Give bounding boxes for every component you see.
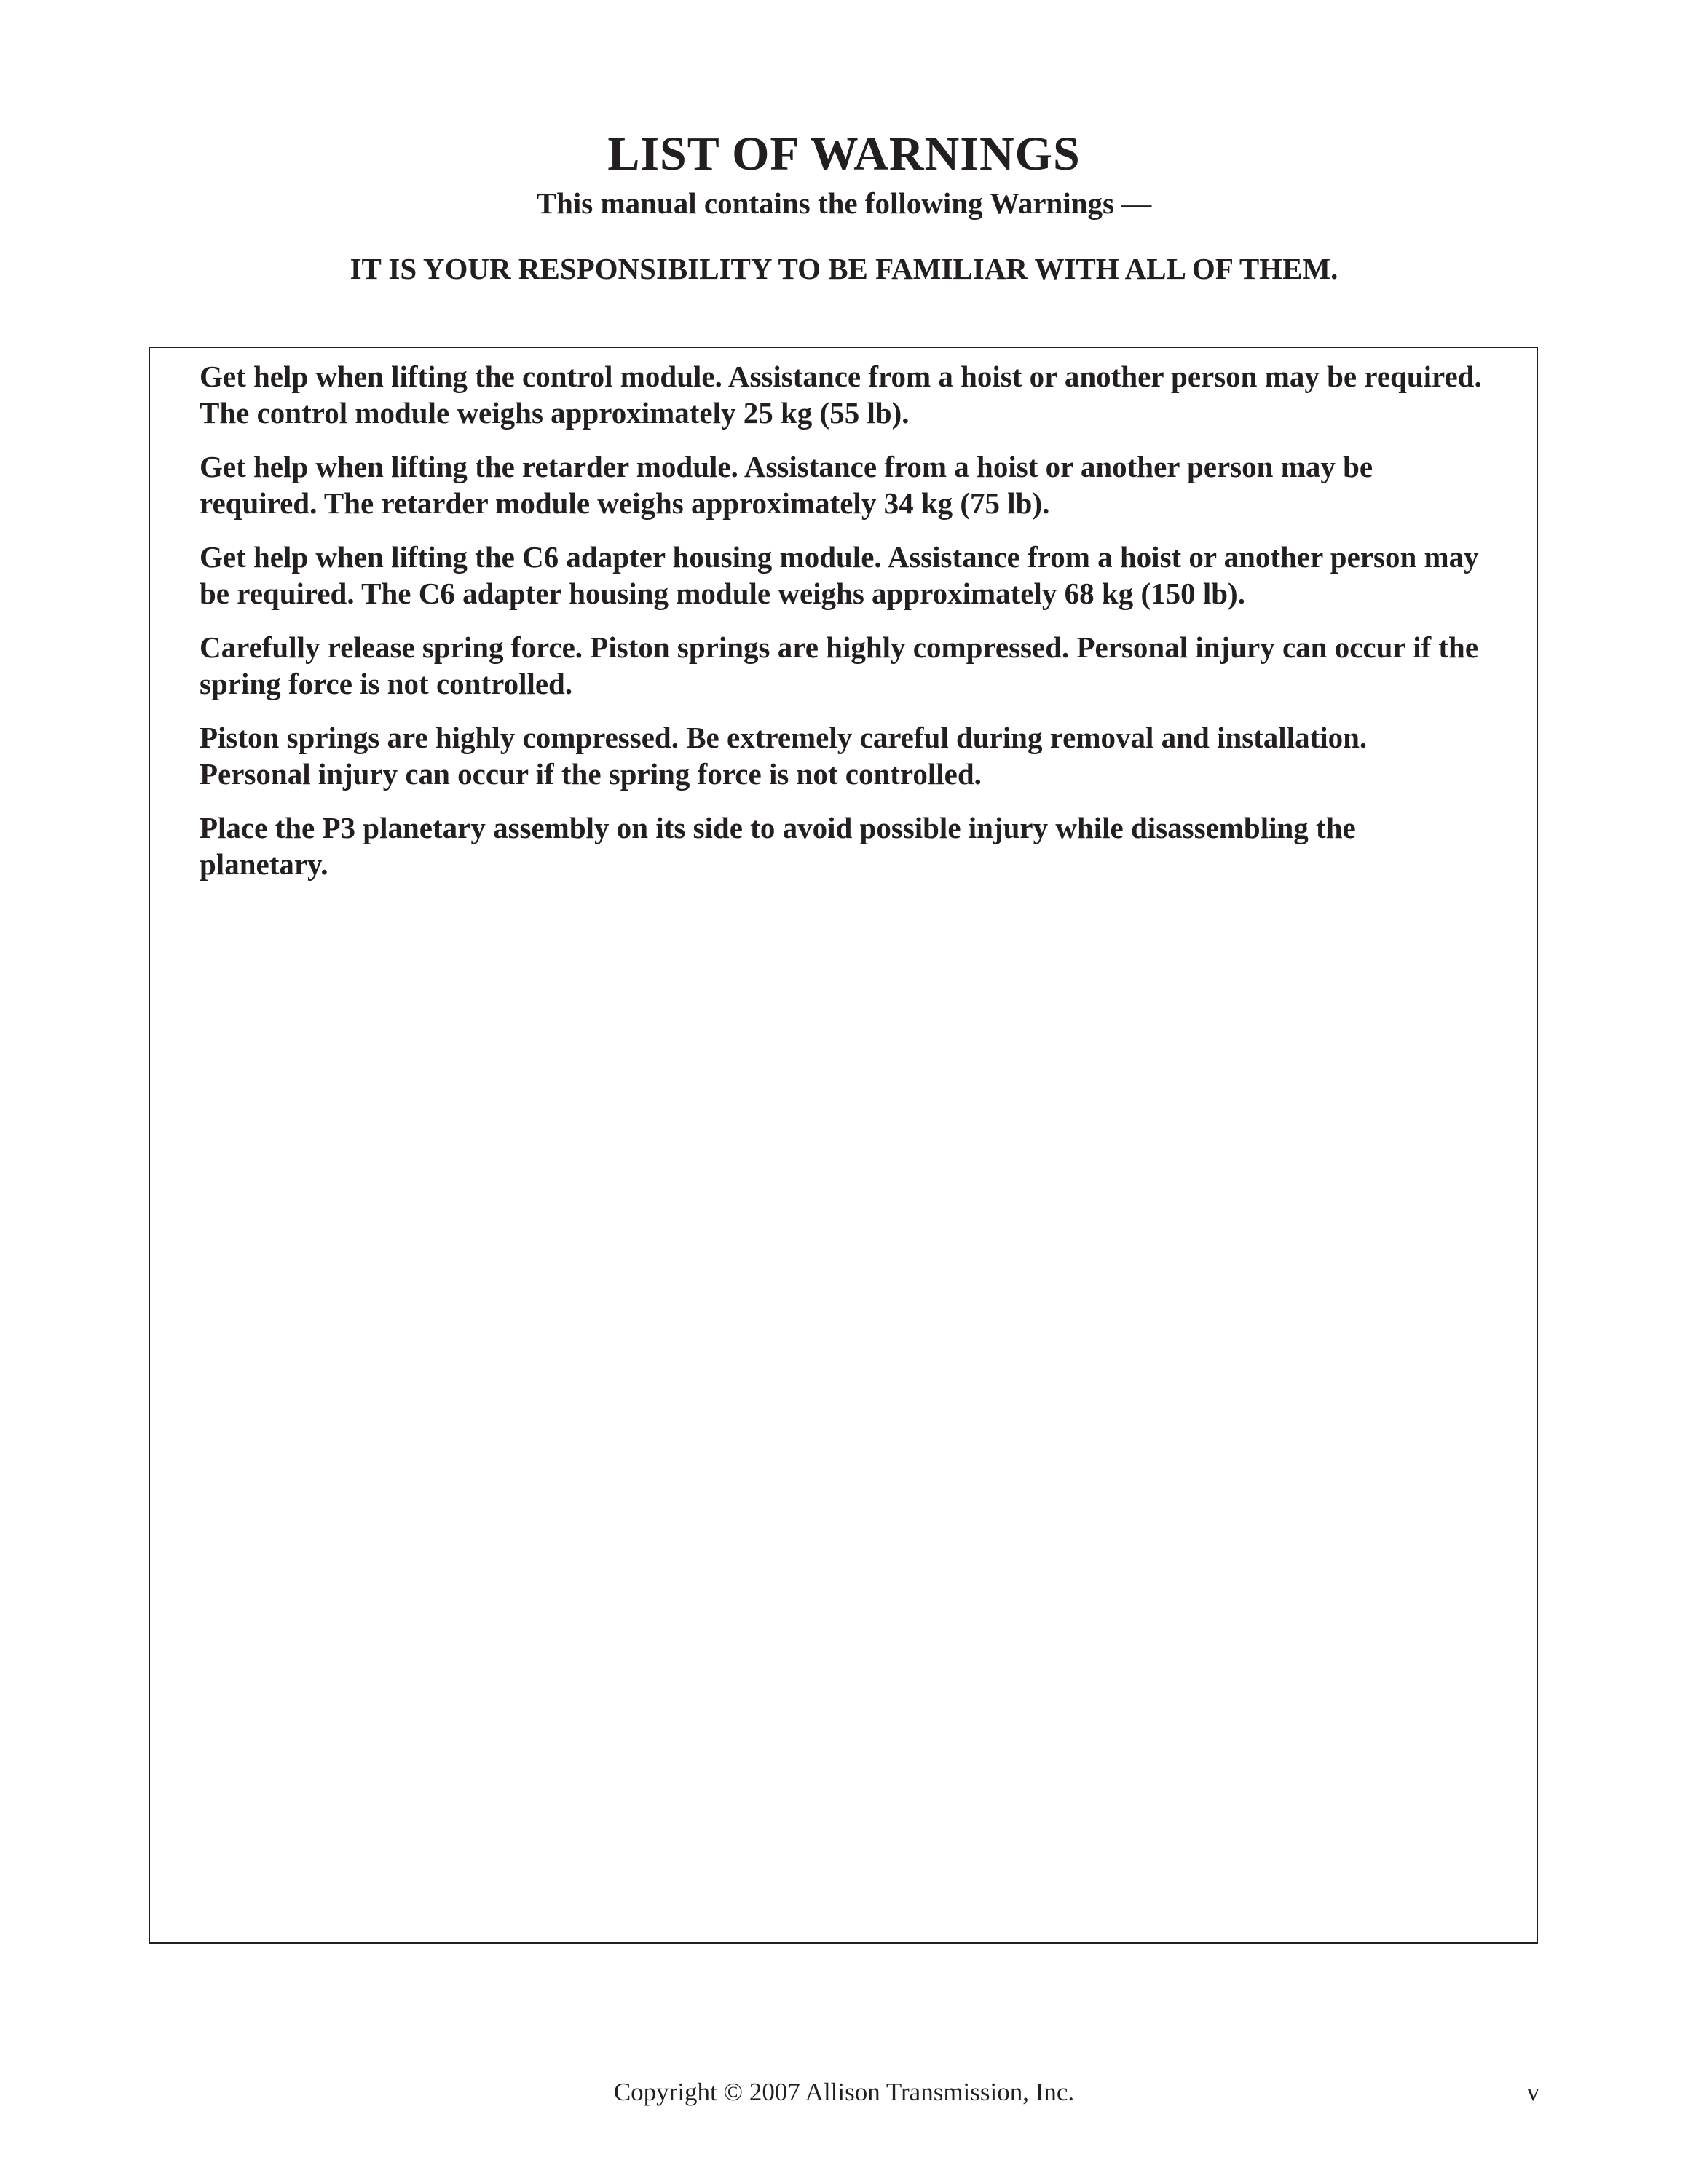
warning-item: Place the P3 planetary assembly on its side to avoid possible injury while disassembling the planetary. xyxy=(200,811,1356,881)
warnings-box xyxy=(149,347,1538,1944)
warning-item: Carefully release spring force. Piston springs are highly compressed. Personal injury can occur if the spring force is not controlled. xyxy=(200,630,1479,700)
warning-item: Get help when lifting the C6 adapter housing module. Assistance from a hoist or another person may be required. The C6 adapter housing module weighs approximately 68 kg (150 lb). xyxy=(200,540,1479,610)
page-number: v xyxy=(1526,2078,1539,2106)
page-title: LIST OF WARNINGS xyxy=(607,127,1081,181)
warning-item: Get help when lifting the control module. Assistance from a hoist or another person may be required. The control module weighs approximately 25 kg (55 lb). xyxy=(200,360,1482,430)
responsibility-notice: IT IS YOUR RESPONSIBILITY TO BE FAMILIAR WITH ALL OF THEM. xyxy=(350,252,1338,285)
footer-copyright: Copyright © 2007 Allison Transmission, Inc. xyxy=(613,2078,1075,2106)
warnings-list xyxy=(200,358,1486,900)
intro-text: This manual contains the following Warnings — xyxy=(536,186,1152,220)
warning-item: Piston springs are highly compressed. Be extremely careful during removal and installation. Personal injury can occur if the spring force is not controlled. xyxy=(200,721,1368,791)
warning-item: Get help when lifting the retarder module. Assistance from a hoist or another person may be required. The retarder module weighs approximately 34 kg (75 lb). xyxy=(200,450,1373,520)
